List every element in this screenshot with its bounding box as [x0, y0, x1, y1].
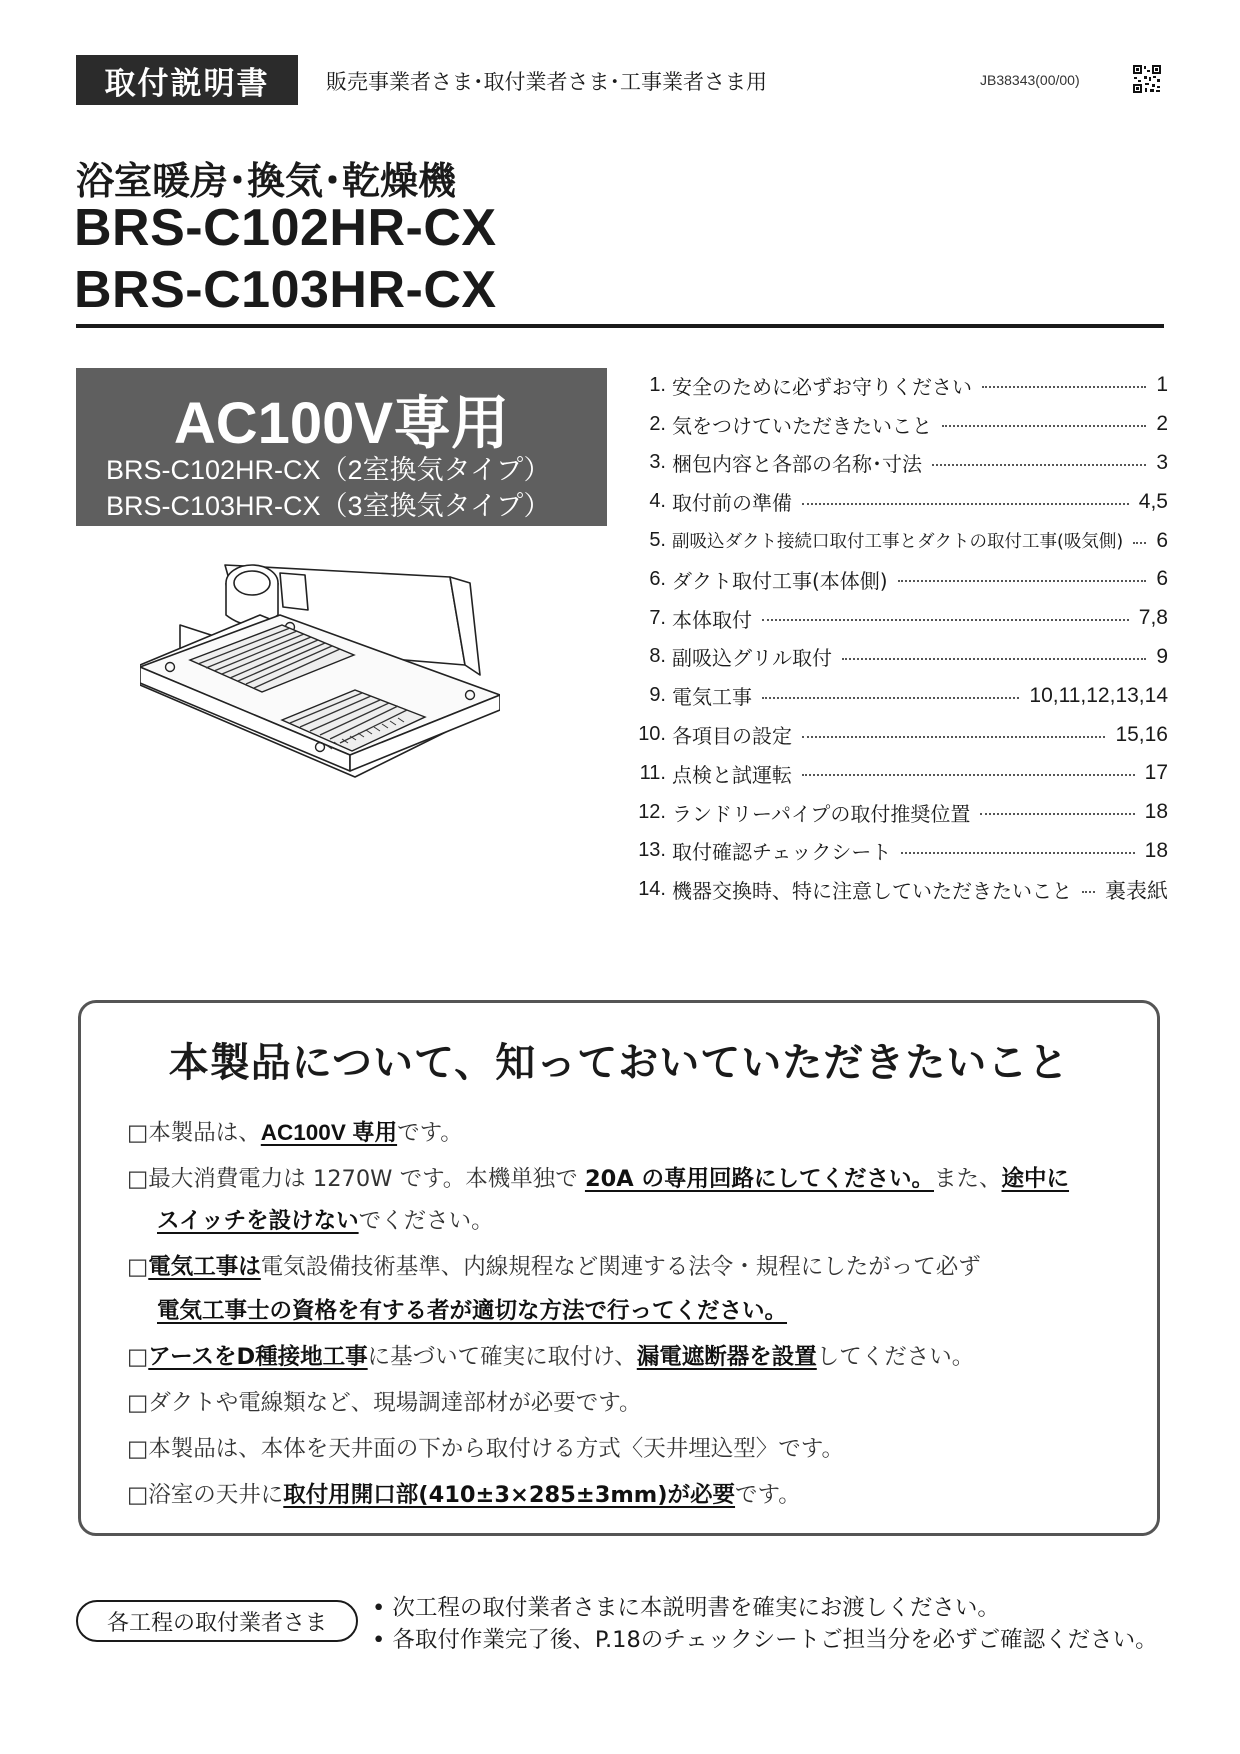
toc-page: 18: [1144, 838, 1168, 862]
toc-title: 副吸込グリル取付: [672, 646, 832, 671]
qr-code-icon: [1132, 64, 1162, 94]
notice-item: [127, 1115, 463, 1147]
toc-page: 17: [1144, 761, 1168, 785]
toc-page: 2: [1156, 412, 1168, 436]
notice-text: 本製品は、: [148, 1120, 261, 1146]
toc-leader: [932, 464, 1146, 466]
toc-leader: [762, 619, 1129, 621]
notice-item: [127, 1161, 1069, 1193]
toc-number: 14.: [638, 878, 666, 901]
notice-item-continued: [157, 1203, 494, 1235]
toc-leader: [802, 736, 1105, 738]
toc-leader: [980, 813, 1134, 815]
toc-number: 1.: [649, 373, 666, 396]
notice-text: に基づいて確実に取付け、: [367, 1344, 637, 1370]
toc-leader: [802, 774, 1135, 776]
notice-emphasis: 取付用開口部(410±3×285±3mm)が必要: [283, 1482, 736, 1508]
toc-number: 9.: [649, 684, 666, 707]
title-divider: [76, 324, 1164, 328]
toc-page: 1: [1156, 373, 1168, 397]
table-of-contents: [618, 366, 1168, 909]
toc-number: 6.: [649, 567, 666, 590]
toc-leader: [842, 658, 1146, 660]
toc-number: 8.: [649, 645, 666, 668]
toc-page: 6: [1156, 528, 1168, 552]
toc-leader: [942, 425, 1146, 427]
product-category: 浴室暖房･換気･乾燥機: [76, 159, 457, 203]
toc-number: 3.: [649, 451, 666, 474]
notice-text: 最大消費電力は 1270W です。本機単独で: [148, 1166, 585, 1192]
notice-item-continued: [157, 1293, 787, 1325]
product-illustration: [140, 555, 500, 885]
notice-text: でください。: [358, 1208, 494, 1234]
voltage-model-line: BRS-C103HR-CX（3室換気タイプ）: [106, 491, 551, 521]
voltage-title: AC100V専用: [173, 391, 510, 456]
footer-note: • 各取付作業完了後、P.18のチェックシートご担当分を必ずご確認ください。: [372, 1627, 1158, 1653]
toc-leader: [1133, 542, 1146, 544]
toc-page: 18: [1144, 800, 1168, 824]
notice-text: ダクトや電線類など、現場調達部材が必要です。: [148, 1390, 642, 1416]
doc-code: JB38343(00/00): [980, 72, 1080, 88]
checkbox-icon: □: [127, 1120, 149, 1146]
checkbox-icon: □: [127, 1344, 149, 1370]
toc-title: 各項目の設定: [672, 724, 792, 749]
toc-title: 点検と試運転: [672, 762, 792, 787]
checkbox-icon: □: [127, 1166, 149, 1192]
toc-item[interactable]: [618, 676, 1168, 715]
toc-item[interactable]: [618, 715, 1168, 754]
toc-title: 取付確認チェックシート: [672, 840, 892, 865]
checkbox-icon: □: [127, 1390, 149, 1416]
voltage-model-line: BRS-C102HR-CX（2室換気タイプ）: [106, 455, 551, 485]
notice-text: 本製品は、本体を天井面の下から取付ける方式〈天井埋込型〉です。: [148, 1436, 844, 1462]
doc-label: 取付説明書: [76, 55, 298, 105]
toc-item[interactable]: [618, 599, 1168, 638]
toc-item[interactable]: [618, 444, 1168, 483]
notice-emphasis: 途中に: [1001, 1166, 1070, 1192]
toc-title: 安全のために必ずお守りください: [672, 374, 972, 399]
notice-item: [127, 1249, 981, 1281]
toc-number: 7.: [649, 606, 666, 629]
checkbox-icon: □: [127, 1254, 149, 1280]
notice-item: [127, 1431, 844, 1463]
notice-item: [127, 1385, 641, 1417]
notice-text: 電気設備技術基準、内線規程など関連する法令・規程にしたがって必ず: [260, 1254, 981, 1280]
voltage-box: [76, 368, 607, 526]
toc-number: 5.: [649, 529, 666, 552]
model-name: BRS-C102HR-CX: [74, 199, 497, 257]
toc-page: 10,11,12,13,14: [1029, 683, 1168, 707]
toc-leader: [802, 503, 1129, 505]
toc-page: 6: [1156, 567, 1168, 591]
notice-emphasis: 漏電遮断器を設置: [636, 1344, 817, 1370]
toc-item[interactable]: [618, 366, 1168, 405]
toc-item[interactable]: [618, 560, 1168, 599]
toc-title: ダクト取付工事(本体側): [672, 568, 888, 593]
notice-emphasis: 電気工事士の資格を有する者が適切な方法で行ってください。: [157, 1298, 788, 1324]
toc-leader: [1082, 891, 1095, 893]
notice-text: です。: [735, 1482, 801, 1508]
toc-item[interactable]: [618, 638, 1168, 677]
toc-item[interactable]: [618, 870, 1168, 909]
toc-item[interactable]: [618, 405, 1168, 444]
notice-text: 浴室の天井に: [148, 1482, 284, 1508]
notice-text: してください。: [816, 1344, 975, 1370]
notice-text: です。: [397, 1120, 463, 1146]
toc-title: 梱包内容と各部の名称･寸法: [672, 452, 922, 477]
toc-number: 4.: [649, 490, 666, 513]
contractor-badge: 各工程の取付業者さま: [76, 1600, 358, 1642]
toc-leader: [982, 386, 1146, 388]
toc-title: 気をつけていただきたいこと: [672, 413, 932, 438]
toc-leader: [898, 580, 1147, 582]
notice-item: [127, 1477, 801, 1509]
toc-number: 2.: [649, 412, 666, 435]
toc-title: 本体取付: [672, 607, 752, 632]
toc-leader: [901, 852, 1134, 854]
notice-emphasis: アースをD種接地工事: [148, 1344, 368, 1370]
toc-title: 機器交換時、特に注意していただきたいこと: [672, 879, 1072, 904]
toc-number: 12.: [638, 800, 666, 823]
model-name: BRS-C103HR-CX: [74, 261, 497, 319]
toc-page: 7,8: [1138, 606, 1168, 630]
toc-page: 裏表紙: [1105, 879, 1168, 903]
notice-title: 本製品について、知っておいていただきたいこと: [168, 1040, 1070, 1086]
toc-number: 11.: [639, 761, 666, 784]
checkbox-icon: □: [127, 1436, 149, 1462]
toc-page: 4,5: [1138, 489, 1168, 513]
toc-number: 13.: [638, 839, 666, 862]
notice-box: [78, 1000, 1160, 1536]
toc-page: 9: [1156, 644, 1168, 668]
toc-number: 10.: [638, 723, 666, 746]
toc-page: 15,16: [1115, 722, 1168, 746]
toc-item[interactable]: [618, 521, 1168, 560]
audience-text: 販売事業者さま･取付業者さま･工事業者さま用: [326, 70, 767, 94]
toc-title: ランドリーパイプの取付推奨位置: [672, 801, 971, 826]
notice-emphasis: AC100V 専用: [260, 1120, 398, 1145]
toc-leader: [762, 697, 1019, 699]
notice-emphasis: 電気工事は: [148, 1254, 261, 1280]
toc-title: 取付前の準備: [672, 491, 792, 516]
toc-title: 副吸込ダクト接続口取付工事とダクトの取付工事(吸気側): [672, 532, 1124, 553]
toc-item[interactable]: [618, 793, 1168, 832]
notice-emphasis: スイッチを設けない: [157, 1208, 359, 1234]
toc-item[interactable]: [618, 832, 1168, 871]
notice-text: また、: [934, 1166, 1002, 1192]
footer-note: • 次工程の取付業者さまに本説明書を確実にお渡しください。: [372, 1595, 1000, 1621]
notice-item: [127, 1339, 974, 1371]
toc-page: 3: [1156, 450, 1168, 474]
toc-item[interactable]: [618, 482, 1168, 521]
checkbox-icon: □: [127, 1482, 149, 1508]
toc-item[interactable]: [618, 754, 1168, 793]
toc-title: 電気工事: [672, 685, 752, 710]
notice-emphasis: 20A の専用回路にしてください。: [584, 1166, 934, 1192]
